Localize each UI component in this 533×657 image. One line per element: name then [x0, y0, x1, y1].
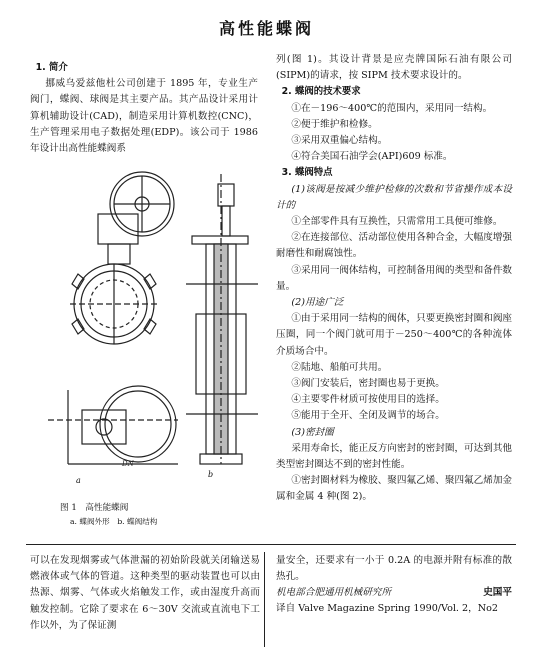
feature-2e: ⑤能用于全开、全闭及调节的场合。 — [291, 410, 445, 422]
right-paragraph-0: 列(图 1)。其设计背景是应壳牌国际石油有限公司(SIPM)的请求，按 SIPM 技术要求设计的。 — [276, 54, 512, 82]
figure-label-a: a — [76, 476, 81, 485]
feature-1b: ②在连接部位、活动部位使用各种合金，大幅度增强耐磨性和耐腐蚀性。 — [276, 232, 513, 260]
section-view-drawing — [186, 174, 258, 464]
vertical-divider — [264, 552, 265, 647]
valve-drawings — [28, 164, 264, 494]
bottom-right-paragraph: 量安全，还要求有一小于 0.2A 的电源并附有标准的散热孔。 — [276, 555, 512, 583]
feature-2-heading: (2)用途广泛 — [291, 297, 344, 309]
attribution-org: 机电部合肥通用机械研究所 — [276, 587, 392, 599]
requirement-2: ②便于维护和检修。 — [291, 118, 378, 130]
left-column — [30, 60, 258, 157]
feature-2d: ④主要零件材质可按使用目的选择。 — [291, 394, 445, 406]
feature-1a: ①全部零件具有互换性，只需常用工具便可维修。 — [291, 216, 503, 228]
feature-1-heading: (1)该阀是按减少维护检修的次数和节省操作成本设计的 — [276, 183, 512, 211]
section-heading-requirements: 2. 蝶阀的技术要求 — [281, 86, 361, 98]
figure-label-b: b — [208, 470, 214, 479]
requirement-3: ③采用双重偏心结构。 — [291, 135, 388, 147]
dimension-label: DN — [122, 460, 134, 468]
requirement-1: ①在－196～400℃的范围内，采用同一结构。 — [291, 102, 493, 114]
figure-caption-title: 图 1 高性能蝶阀 — [60, 503, 129, 513]
requirement-4: ④符合美国石油学会(API)609 标准。 — [291, 151, 453, 163]
figure-1 — [28, 164, 264, 534]
section-heading-features: 3. 蝶阀特点 — [281, 167, 333, 179]
plan-view-drawing — [48, 386, 178, 464]
feature-3a: ①密封圈材料为橡胶、聚四氟乙烯、聚四氟乙烯加金属和金属 4 种(图 2)。 — [276, 475, 513, 503]
horizontal-divider — [26, 544, 516, 545]
feature-2b: ②陆地、船舶可共用。 — [291, 361, 388, 373]
valve-body-drawing — [70, 264, 158, 344]
feature-1c: ③采用同一阀体结构，可控制备用阀的类型和备件数量。 — [276, 264, 513, 292]
feature-2c: ③阀门安装后，密封圈也易于更换。 — [291, 378, 445, 390]
bottom-right-column — [276, 553, 512, 618]
section-heading-intro: 1. 简介 — [35, 62, 68, 73]
feature-3-paragraph: 采用寿命长，能正反方向密封的密封圈，可达到其他类型密封圈达不到的密封性能。 — [276, 442, 513, 471]
right-column — [276, 52, 512, 506]
article-title: 高性能蝶阀 — [218, 19, 314, 38]
source-line: 译自 Valve Magazine Spring 1990/Vol. 2，No2 — [276, 603, 498, 615]
figure-caption — [60, 502, 157, 528]
feature-3-heading: (3)密封圈 — [291, 426, 334, 438]
bottom-left-column — [30, 553, 260, 634]
bottom-left-paragraph: 可以在发现烟雾或气体泄漏的初始阶段就关闭输送易燃液体或气体的管道。这种类型的驱动装置也可以由热源、烟雾、气体或火焰触发工作，或由湿度升高而触发控制。它除了要求在 6～30V 交流或直流电下工作以外，为了保证测 — [30, 555, 260, 631]
attribution-author: 史国平 — [483, 587, 512, 599]
attribution-line — [276, 585, 512, 601]
feature-2a: ①由于采用同一结构的阀体，只要更换密封圈和阀座压圈，同一个阀门就可用于－250～400℃的各种流体介质场合中。 — [276, 313, 513, 357]
handwheel-drawing — [98, 172, 174, 264]
intro-paragraph: 挪威乌爱兹他杜公司创建于 1895 年，专业生产阀门，蝶阀、球阀是其主要产品。其产品设计采用计算机辅助设计(CAD)，制造采用计算机数控(CNC)，生产管理采用电子数据处理(EDP)。该公司于 1986 年设计出高性能蝶阀系 — [30, 78, 258, 155]
figure-caption-sub: a. 蝶阀外形 b. 蝶阀结构 — [70, 517, 158, 526]
